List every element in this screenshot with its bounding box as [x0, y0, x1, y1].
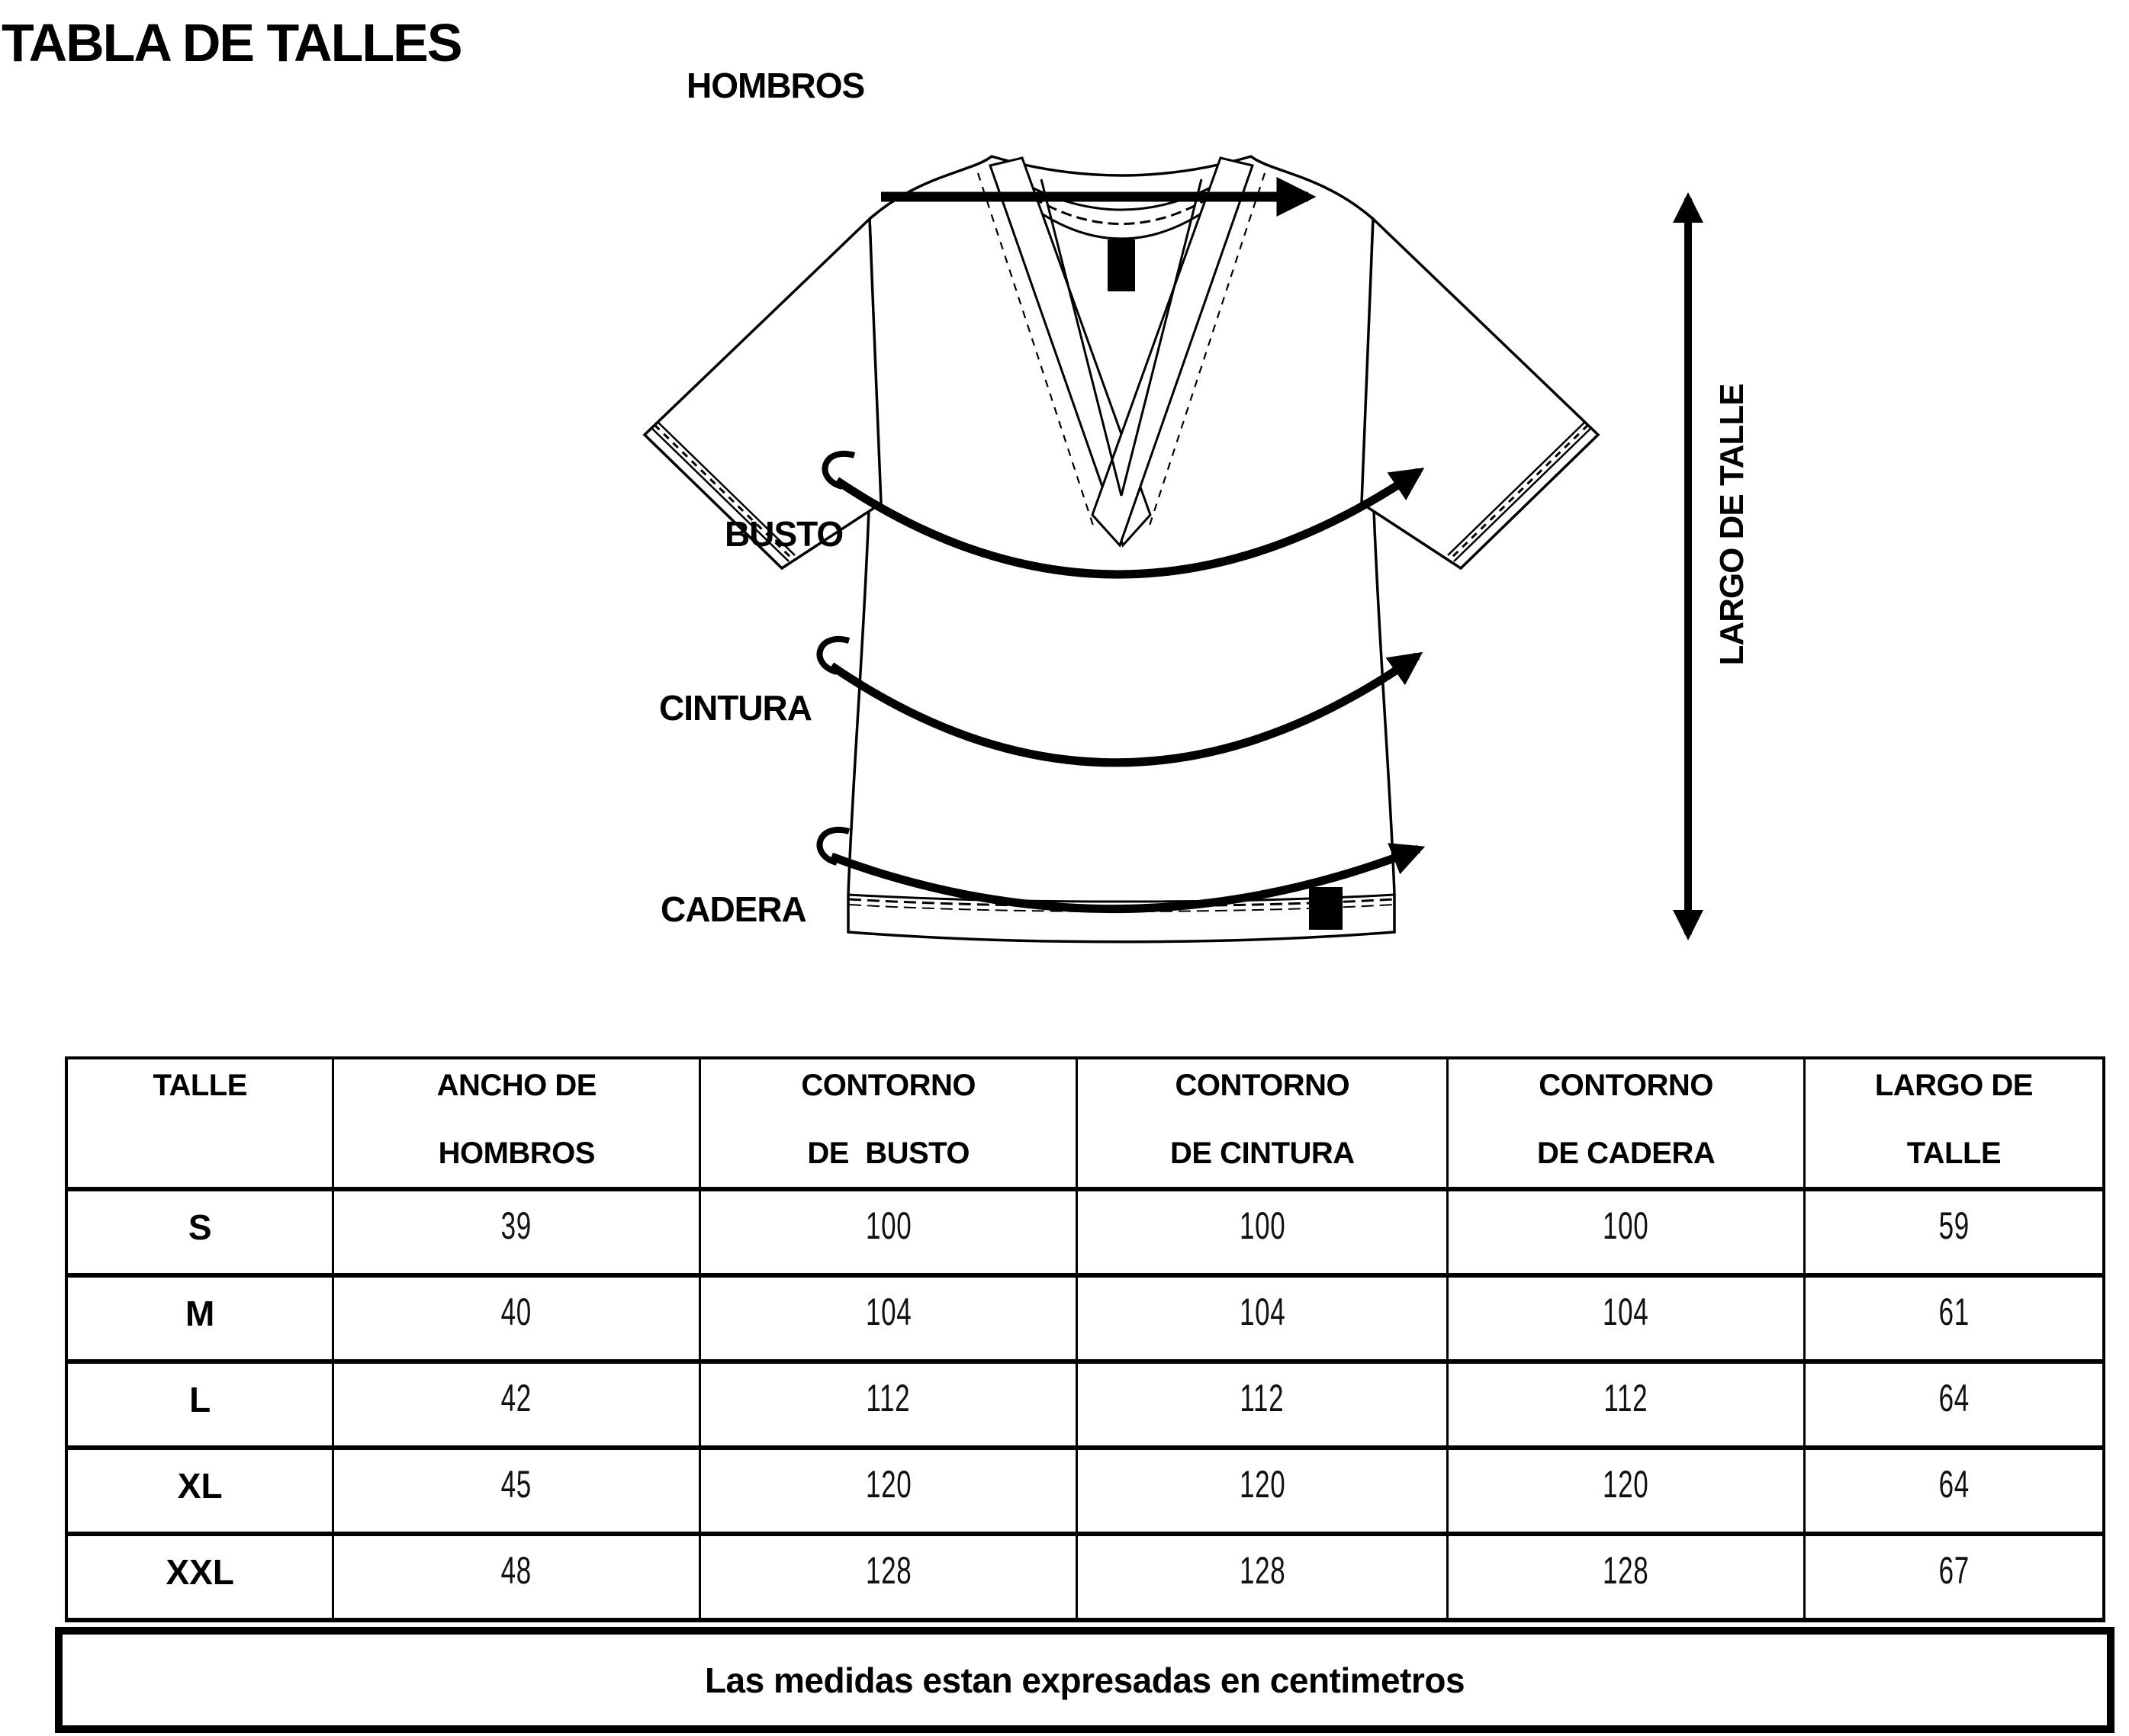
table-row-xl	[66, 1448, 2104, 1534]
cell-value: 61	[1938, 1291, 1970, 1333]
value-cell	[1448, 1275, 1804, 1361]
value-cell	[333, 1275, 700, 1361]
cell-value: 104	[1239, 1291, 1286, 1333]
size-name-cell	[66, 1275, 333, 1361]
value-cell	[333, 1189, 700, 1275]
label-bust: BUSTO	[725, 514, 844, 554]
value-cell	[1804, 1275, 2104, 1361]
cell-value: 104	[865, 1291, 912, 1333]
col-header-text: LARGO DE	[1874, 1069, 2033, 1102]
col-header-contorno-cintura	[1077, 1058, 1448, 1189]
cell-value: 128	[865, 1549, 912, 1592]
table-row-xxl	[66, 1534, 2104, 1620]
right-sleeve	[1362, 219, 1598, 568]
cell-value: 48	[501, 1549, 532, 1592]
col-header-text: CONTORNO	[801, 1069, 976, 1102]
collar-tag	[1108, 240, 1135, 291]
cell-value: 112	[1603, 1377, 1648, 1419]
value-cell	[700, 1534, 1077, 1620]
value-cell	[1077, 1361, 1448, 1448]
cell-value: 128	[1239, 1549, 1286, 1592]
cell-value: 112	[1240, 1377, 1285, 1419]
units-note-box	[55, 1627, 2115, 1733]
col-header-talle	[66, 1058, 333, 1189]
cell-value: 100	[1603, 1204, 1649, 1247]
value-cell	[1077, 1534, 1448, 1620]
label-length: LARGO DE TALLE	[1713, 384, 1751, 666]
value-cell	[700, 1361, 1077, 1448]
value-cell	[333, 1534, 700, 1620]
size-name-cell	[66, 1189, 333, 1275]
value-cell	[700, 1275, 1077, 1361]
tshirt-measurement-diagram	[626, 65, 1770, 965]
table-row-s	[66, 1189, 2104, 1275]
page-title: TABLA DE TALLES	[2, 13, 461, 72]
cell-value: 100	[865, 1204, 912, 1247]
col-header-largo-talle	[1804, 1058, 2104, 1189]
value-cell	[333, 1448, 700, 1534]
col-header-text: DE CINTURA	[1170, 1136, 1355, 1170]
size-name-cell	[66, 1361, 333, 1448]
value-cell	[1448, 1189, 1804, 1275]
value-cell	[1448, 1448, 1804, 1534]
col-header-text: CONTORNO	[1175, 1069, 1350, 1102]
col-header-text: TALLE	[153, 1069, 247, 1102]
col-header-ancho-hombros	[333, 1058, 700, 1189]
cell-value: 40	[501, 1291, 532, 1333]
value-cell	[1804, 1189, 2104, 1275]
size-label: S	[188, 1207, 212, 1247]
value-cell	[1077, 1448, 1448, 1534]
col-header-contorno-cadera	[1448, 1058, 1804, 1189]
cell-value: 120	[865, 1463, 912, 1506]
cell-value: 64	[1938, 1463, 1970, 1506]
size-label: XXL	[166, 1552, 234, 1592]
cell-value: 64	[1938, 1377, 1970, 1419]
col-header-text: ANCHO DE	[436, 1069, 597, 1102]
size-table	[65, 1056, 2105, 1622]
cell-value: 112	[866, 1377, 911, 1419]
label-hip: CADERA	[661, 889, 806, 929]
value-cell	[1804, 1361, 2104, 1448]
cell-value: 120	[1239, 1463, 1286, 1506]
size-name-cell	[66, 1534, 333, 1620]
value-cell	[333, 1361, 700, 1448]
cell-value: 42	[501, 1377, 532, 1419]
hem-tag	[1309, 887, 1343, 930]
table-row-m	[66, 1275, 2104, 1361]
value-cell	[1448, 1361, 1804, 1448]
value-cell	[700, 1189, 1077, 1275]
col-header-text: CONTORNO	[1539, 1069, 1713, 1102]
value-cell	[1804, 1534, 2104, 1620]
value-cell	[1077, 1275, 1448, 1361]
col-header-text: TALLE	[1906, 1136, 2002, 1170]
value-cell	[700, 1448, 1077, 1534]
size-name-cell	[66, 1448, 333, 1534]
label-waist: CINTURA	[659, 688, 812, 728]
cell-value: 128	[1603, 1549, 1649, 1592]
header-row	[66, 1058, 2104, 1189]
cell-value: 100	[1239, 1204, 1286, 1247]
size-label: L	[189, 1380, 211, 1419]
size-label: M	[185, 1294, 215, 1333]
cell-value: 104	[1603, 1291, 1649, 1333]
value-cell	[1804, 1448, 2104, 1534]
units-note-text: Las medidas estan expresadas en centimetros	[704, 1660, 1465, 1700]
col-header-text: HOMBROS	[438, 1136, 595, 1170]
label-shoulders: HOMBROS	[687, 66, 865, 105]
col-header-text: DE BUSTO	[807, 1136, 970, 1170]
table-row-l	[66, 1361, 2104, 1448]
cell-value: 39	[501, 1204, 532, 1247]
cell-value: 120	[1603, 1463, 1649, 1506]
value-cell	[1448, 1534, 1804, 1620]
size-label: XL	[177, 1466, 223, 1506]
cell-value: 67	[1938, 1549, 1970, 1592]
col-header-text: DE CADERA	[1536, 1136, 1716, 1170]
cell-value: 59	[1938, 1204, 1970, 1247]
cell-value: 45	[501, 1463, 532, 1506]
size-table-header	[66, 1058, 2104, 1189]
value-cell	[1077, 1189, 1448, 1275]
col-header-contorno-busto	[700, 1058, 1077, 1189]
